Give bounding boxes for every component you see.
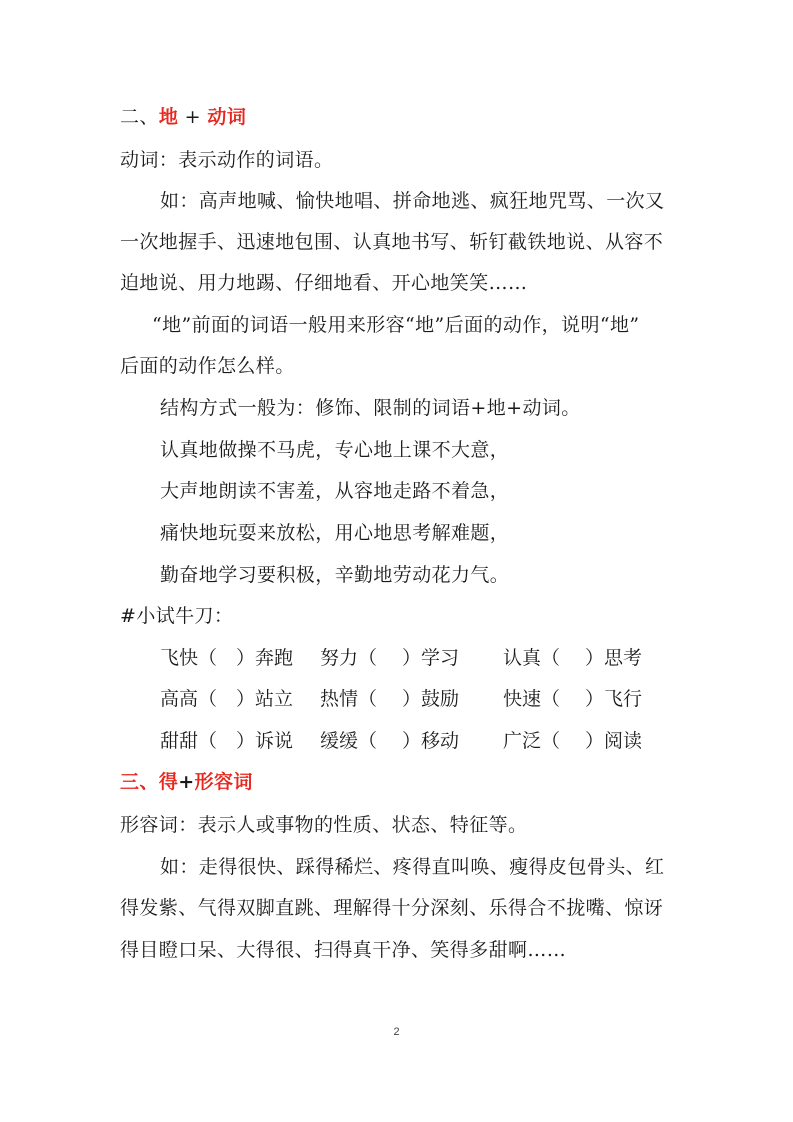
rhyme-line: 认真地做操不马虎，专心地上课不大意， [160,439,510,461]
adjective-definition: 形容词：表示人或事物的性质、状态、特征等。 [120,814,528,836]
section-number: 三、 [120,771,159,793]
adjective-examples-line: 得目瞪口呆、大得很、扫得真干净、笑得多甜啊…… [120,939,567,961]
exercise-item: 甜甜（ ）诉说 [160,730,294,752]
rhyme-line: 痛快地玩耍来放松，用心地思考解难题， [160,522,510,544]
verb-definition: 动词：表示动作的词语。 [120,149,334,171]
section-heading-de-adjective [120,770,253,794]
exercise-item: 飞快（ ）奔跑 [160,647,294,669]
exercise-item: 热情（ ）鼓励 [320,688,460,710]
page-number: 2 [393,1026,400,1038]
exercise-item: 快速（ ）飞行 [503,688,643,710]
heading-keyword-verb: 动词 [207,106,247,128]
exercise-item: 认真（ ）思考 [503,647,643,669]
exercise-item: 高高（ ）站立 [160,688,294,710]
adjective-examples-line: 得发紫、气得双脚直跳、理解得十分深刻、乐得合不拢嘴、惊讶 [120,897,664,919]
exercise-item: 广泛（ ）阅读 [503,730,643,752]
section-heading-di-verb [120,105,246,129]
heading-keyword-di: 地 [158,106,179,128]
rhyme-line: 大声地朗读不害羞，从容地走路不着急， [160,480,510,502]
heading-plus: + [178,771,195,793]
rhyme-line: 勤奋地学习要积极，辛勤地劳动花力气。 [160,564,510,586]
heading-keyword-adjective: 形容词 [194,771,253,793]
structure-rule: 结构方式一般为：修饰、限制的词语+地+动词。 [160,397,581,419]
exercise-item: 缓缓（ ）移动 [320,730,460,752]
verb-examples-line: 迫地说、用力地踢、仔细地看、开心地笑笑…… [120,272,528,294]
di-explanation-line: 后面的动作怎么样。 [120,355,295,377]
adjective-examples-line: 如：走得很快、踩得稀烂、疼得直叫唤、瘦得皮包骨头、红 [160,856,665,878]
verb-examples-line: 如：高声地喊、愉快地唱、拼命地逃、疯狂地咒骂、一次又 [160,190,665,212]
di-explanation-line: “地”前面的词语一般用来形容“地”后面的动作，说明“地” [152,314,640,336]
verb-examples-line: 一次地握手、迅速地包围、认真地书写、斩钉截铁地说、从容不 [120,231,664,253]
section-number: 二、 [120,106,159,128]
exercise-item: 努力（ ）学习 [320,647,460,669]
exercise-title: #小试牛刀： [120,605,234,627]
heading-plus: + [178,106,208,128]
heading-keyword-de: 得 [158,771,179,793]
